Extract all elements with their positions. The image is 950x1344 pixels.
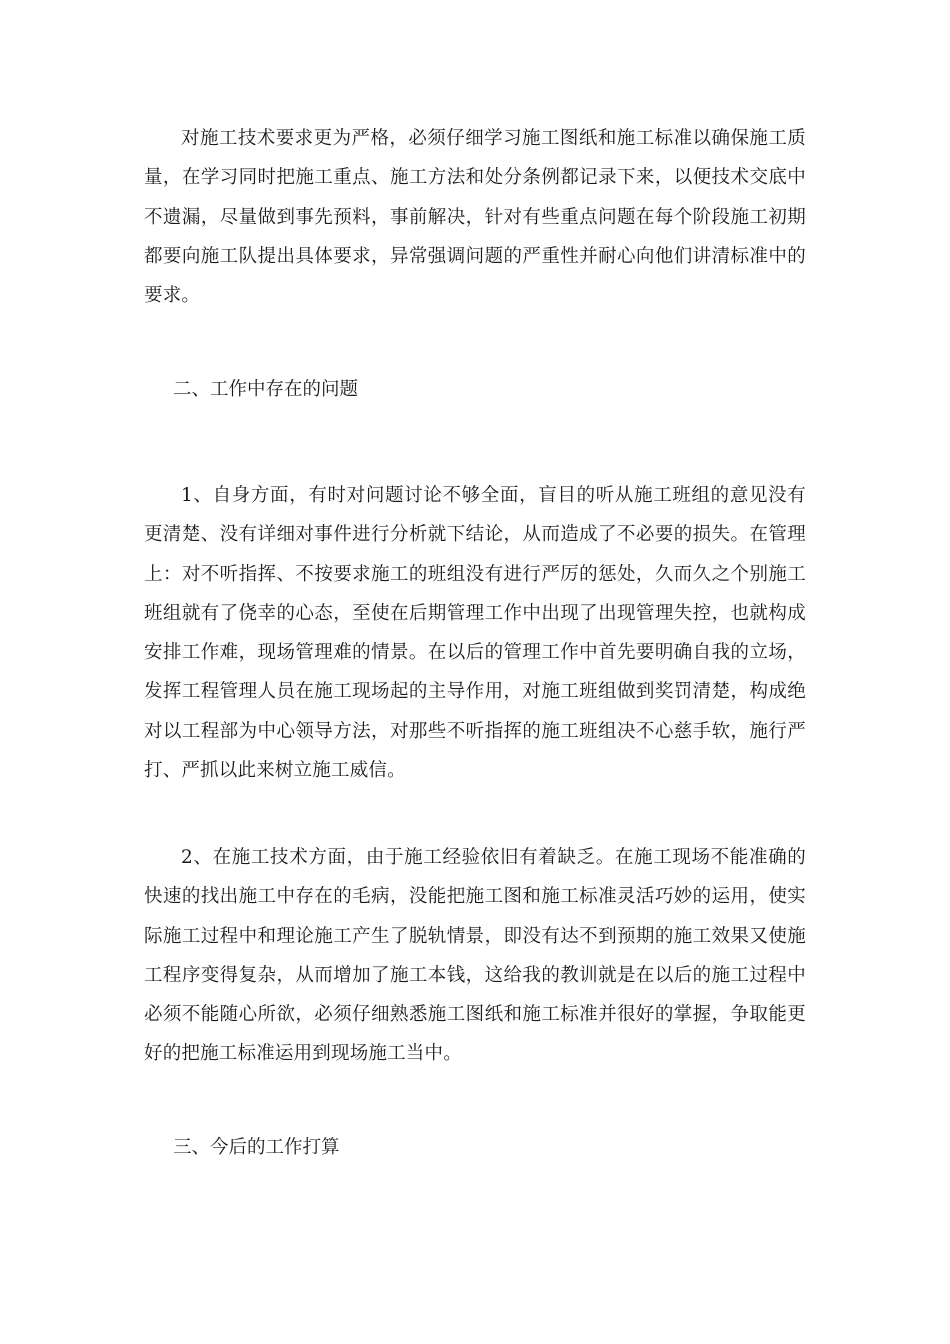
section-heading-problems: 二、工作中存在的问题 (173, 379, 359, 400)
paragraph-technical-aspect: 2、在施工技术方面，由于施工经验依旧有着缺乏。在施工现场不能准确的快速的找出施工中存在的毛病，没能把施工图和施工标准灵活巧妙的运用，使实际施工过程中和理论施工产生了脱轨情景，即没有达不到预期的施工效果又使施工程序变得复杂，从而增加了施工本钱，这给我的教训就是在以后的施工过程中必须不能随心所欲，必须仔细熟悉施工图纸和施工标准并很好的掌握，争取能更好的把施工标准运用到现场施工当中。 (144, 847, 806, 1065)
paragraph-construction-requirements: 对施工技术要求更为严格，必须仔细学习施工图纸和施工标准以确保施工质量，在学习同时把施工重点、施工方法和处分条例都记录下来，以便技术交底中不遗漏，尽量做到事先预料，事前解决，针对有些重点问题在每个阶段施工初期都要向施工队提出具体要求，异常强调问题的严重性并耐心向他们讲清标准中的要求。 (144, 128, 806, 307)
section-heading-future-plans: 三、今后的工作打算 (173, 1137, 340, 1158)
paragraph-self-aspect: 1、自身方面，有时对问题讨论不够全面，盲目的听从施工班组的意见没有更清楚、没有详细对事件进行分析就下结论，从而造成了不必要的损失。在管理上：对不听指挥、不按要求施工的班组没有进行严厉的惩处，久而久之个别施工班组就有了侥幸的心态，至使在后期管理工作中出现了出现管理失控，也就构成安排工作难，现场管理难的情景。在以后的管理工作中首先要明确自我的立场，发挥工程管理人员在施工现场起的主导作用，对施工班组做到奖罚清楚，构成绝对以工程部为中心领导方法，对那些不听指挥的施工班组决不心慈手软，施行严打、严抓以此来树立施工威信。 (144, 485, 806, 782)
